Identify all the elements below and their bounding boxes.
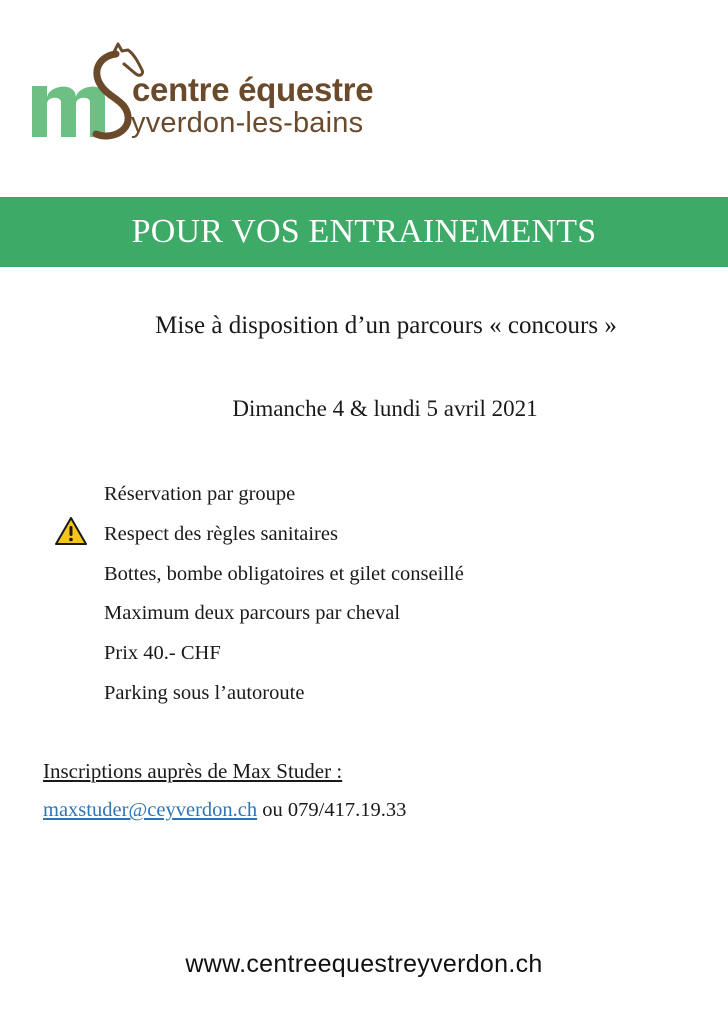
list-item-text: Réservation par groupe [104, 483, 296, 505]
list-item-text: Prix 40.- CHF [104, 642, 221, 665]
list-item [104, 679, 464, 719]
contact-separator: ou [257, 799, 288, 821]
details-list [104, 480, 464, 719]
list-item [104, 520, 464, 560]
event-date: Dimanche 4 & lundi 5 avril 2021 [232, 396, 538, 421]
banner-title: POUR VOS ENTRAINEMENTS [131, 213, 597, 250]
subtitle: Mise à disposition d’un parcours « concours » [155, 312, 617, 339]
list-item-text: Respect des règles sanitaires [104, 522, 338, 545]
list-item-text: Bottes, bombe obligatoires et gilet conseillé [104, 562, 464, 585]
contact-line [43, 799, 406, 822]
website-url: www.centreequestreyverdon.ch [185, 950, 543, 978]
list-item-text: Parking sous l’autoroute [104, 681, 305, 704]
list-item [104, 639, 464, 679]
logo [30, 40, 410, 145]
phone-number: 079/417.19.33 [287, 799, 407, 821]
list-item [104, 480, 464, 520]
list-item [104, 560, 464, 600]
logo-title: centre équestre [132, 71, 374, 108]
list-item-text: Maximum deux parcours par cheval [104, 602, 401, 625]
warning-icon [54, 516, 88, 546]
list-item [104, 599, 464, 639]
logo-location: yverdon-les-bains [131, 107, 364, 139]
inscriptions-heading: Inscriptions auprès de Max Studer : [43, 759, 343, 783]
title-banner [0, 197, 728, 267]
email-link[interactable]: maxstuder@ceyverdon.ch [43, 799, 258, 821]
